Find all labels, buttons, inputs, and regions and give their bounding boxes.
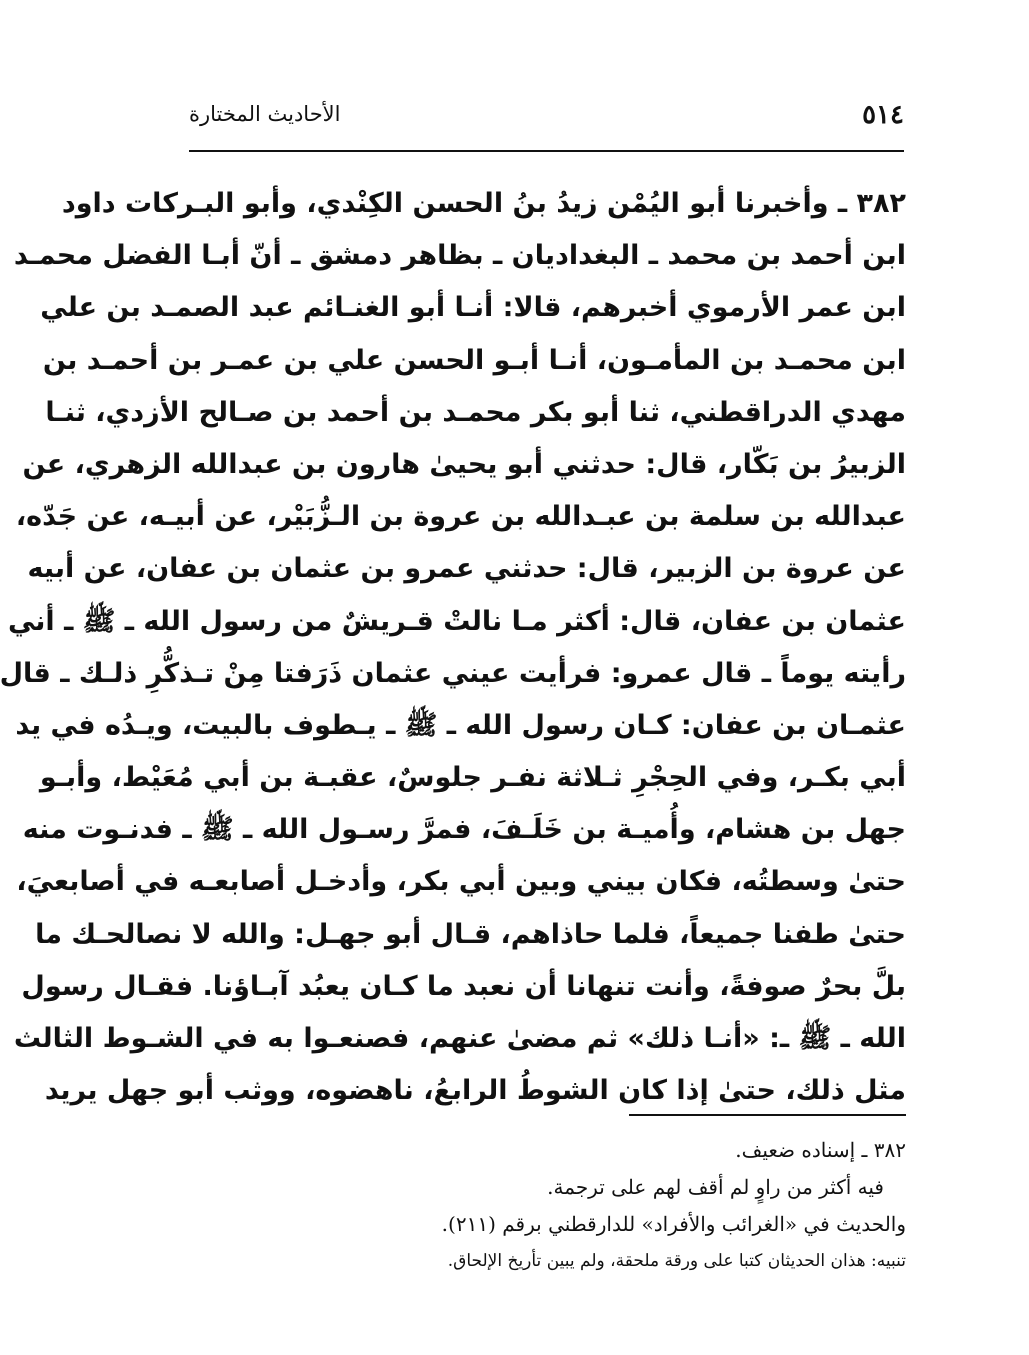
text-line: بلَّ بحرٌ صوفةً، وأنت تنهانا أن نعبد ما كـان يعبُد آبـاؤنا. فقـال رسول bbox=[21, 970, 906, 1002]
text-line: عن عروة بن الزبير، قال: حدثني عمرو بن عثمان بن عفان، عن أبيه bbox=[27, 553, 906, 585]
text-line: ابن عمر الأرموي أخبرهم، قالا: أنـا أبو الغنـائم عبد الصمـد بن علي bbox=[40, 292, 906, 324]
text-line: مثل ذلك، حتىٰ إذا كان الشوطُ الرابعُ، ناهضوه، ووثب أبو جهل يريد bbox=[44, 1075, 906, 1107]
text-line: الزبيرُ بن بَكّار، قال: حدثني أبو يحيىٰ هارون بن عبدالله الزهري، عن bbox=[22, 448, 906, 480]
text-line: ابن محمـد بن المأمـون، أنـا أبـو الحسن علي بن عمـر بن أحمـد بن bbox=[42, 344, 906, 376]
text-line: حتىٰ وسطتُه، فكان بيني وبين أبي بكر، وأدخـل أصابعـه في أصابعيَ، bbox=[16, 866, 906, 898]
page-header bbox=[189, 100, 904, 140]
footnote-line: والحديث في «الغرائب والأفراد» للدارقطني برقم (٢١١). bbox=[441, 1212, 906, 1236]
header-divider bbox=[189, 150, 904, 152]
text-line: أبي بكـر، وفي الحِجْرِ ثـلاثة نفـر جلوسٌ، عقبـة بن أبي مُعَيْط، وأبـو bbox=[39, 762, 906, 794]
book-title: الأحاديث المختارة bbox=[189, 102, 341, 126]
page-number: ٥١٤ bbox=[862, 100, 904, 130]
text-line: ٣٨٢ ـ وأخبرنا أبو اليُمْن زيدُ بنُ الحسن الكِنْدي، وأبو البـركات داود bbox=[61, 188, 906, 219]
footnote-line: فيه أكثر من راوٍ لم أقف لهم على ترجمة. bbox=[547, 1175, 884, 1199]
footnote-note: تنبيه: هذان الحديثان كتبا على ورقة ملحقة، ولم يبين تأريخ الإلحاق. bbox=[447, 1251, 906, 1271]
text-line: عثمـان بن عفان: كـان رسول الله ـ ﷺ ـ يـطوف بالبيت، ويـدُه في يد bbox=[15, 709, 906, 741]
text-line: مهدي الدراقطني، ثنا أبو بكر محمـد بن أحمد بن صـالح الأزدي، ثنـا bbox=[45, 396, 906, 428]
text-line: حتىٰ طفنا جميعاً، فلما حاذاهم، قـال أبو جهـل: والله لا نصالحـك ما bbox=[35, 918, 906, 950]
text-line: جهل بن هشام، وأُميـة بن خَلَـفَ، فمرَّ رسـول الله ـ ﷺ ـ فدنـوت منه bbox=[22, 814, 906, 846]
footnotes bbox=[206, 1132, 906, 1280]
text-line: ابن أحمد بن محمد ـ البغداديان ـ بظاهر دمشق ـ أنّ أبـا الفضل محمـد bbox=[13, 240, 906, 272]
footnote-line: ٣٨٢ ـ إسناده ضعيف. bbox=[735, 1138, 906, 1162]
text-line: عبدالله بن سلمة بن عبـدالله بن عروة بن الـزُّبَيْر، عن أبيـه، عن جَدّه، bbox=[15, 501, 906, 533]
text-line: عثمان بن عفان، قال: أكثر مـا نالتْ قـريشٌ من رسول الله ـ ﷺ ـ أني bbox=[7, 605, 906, 637]
footnote-divider bbox=[629, 1114, 906, 1116]
text-line: رأيته يوماً ـ قال عمرو: فرأيت عيني عثمان ذَرَفتا مِنْ تـذكُّرِ ذلـك ـ قال bbox=[0, 657, 906, 689]
hadith-text bbox=[0, 178, 906, 1117]
text-line: الله ـ ﷺ ـ: «أنـا ذلك» ثم مضىٰ عنهم، فصنعـوا به في الشـوط الثالث bbox=[13, 1023, 906, 1054]
